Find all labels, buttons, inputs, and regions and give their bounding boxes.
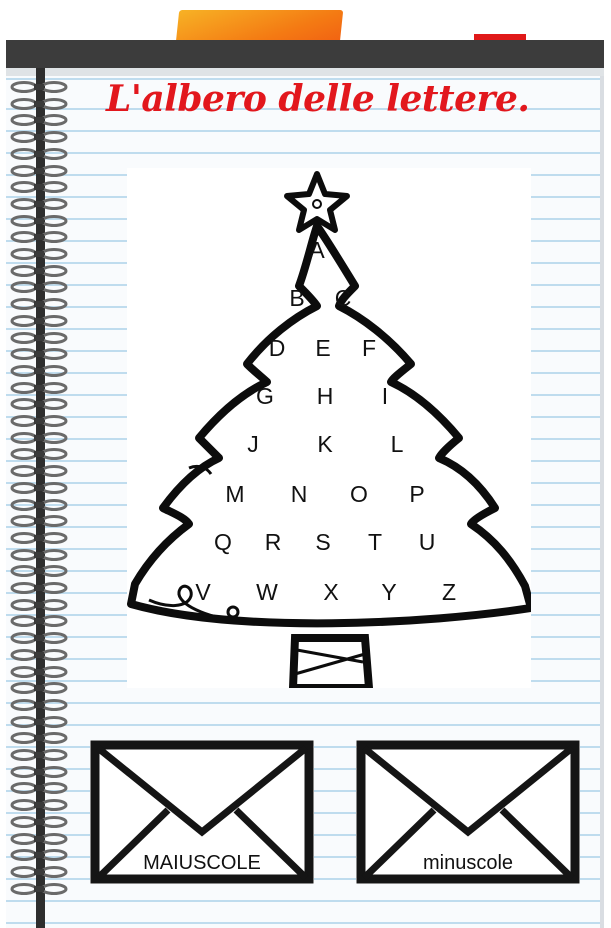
tree-letter-o[interactable]: O	[350, 481, 368, 507]
spiral-ring	[8, 214, 70, 226]
spiral-ring	[8, 832, 70, 844]
tree-letter-t[interactable]: T	[367, 529, 383, 555]
spiral-ring	[8, 548, 70, 560]
spiral-ring	[8, 414, 70, 426]
spiral-ring	[8, 364, 70, 376]
spiral-ring	[8, 715, 70, 727]
spiral-ring	[8, 381, 70, 393]
spiral-ring	[8, 331, 70, 343]
tree-letter-r[interactable]: R	[264, 529, 282, 555]
spiral-ring	[8, 197, 70, 209]
tree-letter-f[interactable]: F	[361, 335, 377, 361]
spiral-ring	[8, 147, 70, 159]
tree-letter-h[interactable]: H	[316, 383, 334, 409]
star-icon	[287, 174, 347, 230]
spiral-ring	[8, 848, 70, 860]
envelope-label-lowercase	[356, 852, 580, 875]
tree-letter-j[interactable]: J	[247, 431, 259, 457]
tree-letter-c[interactable]: C	[334, 285, 352, 311]
spiral-ring	[8, 230, 70, 242]
tree-letter-p[interactable]: P	[409, 481, 425, 507]
tree-letter-i[interactable]: I	[381, 383, 389, 409]
envelope-lowercase[interactable]	[356, 740, 580, 884]
spiral-ring	[8, 781, 70, 793]
spiral-ring	[8, 130, 70, 142]
spiral-ring	[8, 631, 70, 643]
tree-letter-u[interactable]: U	[418, 529, 436, 555]
spiral-ring	[8, 180, 70, 192]
spiral-ring	[8, 280, 70, 292]
christmas-tree	[127, 168, 531, 688]
spiral-ring	[8, 314, 70, 326]
spiral-binding	[8, 80, 78, 910]
spiral-ring	[8, 815, 70, 827]
spiral-ring	[8, 397, 70, 409]
envelope-label-text: MAIUSCOLE	[139, 852, 265, 874]
spiral-ring	[8, 648, 70, 660]
tree-letter-x[interactable]: X	[323, 579, 339, 605]
spiral-ring	[8, 447, 70, 459]
tree-letter-g[interactable]: G	[256, 383, 274, 409]
tree-letter-z[interactable]: Z	[441, 579, 457, 605]
spiral-ring	[8, 247, 70, 259]
tree-letter-n[interactable]: N	[290, 481, 308, 507]
tree-letter-e[interactable]: E	[315, 335, 331, 361]
spiral-ring	[8, 865, 70, 877]
spiral-ring	[8, 481, 70, 493]
spiral-ring	[8, 681, 70, 693]
spiral-ring	[8, 798, 70, 810]
spiral-ring	[8, 464, 70, 476]
tree-letter-k[interactable]: K	[317, 431, 333, 457]
tree-letter-a[interactable]: A	[309, 237, 325, 263]
tree-outline	[131, 226, 531, 623]
spiral-ring	[8, 297, 70, 309]
spiral-ring	[8, 347, 70, 359]
tree-letter-w[interactable]: W	[256, 579, 278, 605]
tree-letter-s[interactable]: S	[315, 529, 331, 555]
spiral-ring	[8, 598, 70, 610]
tree-letter-y[interactable]: Y	[381, 579, 397, 605]
spiral-ring	[8, 765, 70, 777]
spiral-ring	[8, 164, 70, 176]
spiral-ring	[8, 698, 70, 710]
tree-letter-q[interactable]: Q	[214, 529, 232, 555]
notebook-top-strip	[6, 68, 604, 76]
page-title: L'albero delle lettere.	[106, 78, 530, 120]
envelope-label-uppercase	[90, 852, 314, 875]
spiral-ring	[8, 614, 70, 626]
envelope-uppercase[interactable]	[90, 740, 314, 884]
spiral-ring	[8, 748, 70, 760]
tree-letter-d[interactable]: D	[268, 335, 286, 361]
spiral-ring	[8, 531, 70, 543]
notebook-top-bar	[6, 40, 604, 68]
spiral-ring	[8, 80, 70, 92]
tree-letter-l[interactable]: L	[390, 431, 404, 457]
spiral-ring	[8, 665, 70, 677]
spiral-ring	[8, 564, 70, 576]
spiral-ring	[8, 498, 70, 510]
spiral-ring	[8, 882, 70, 894]
spiral-ring	[8, 581, 70, 593]
ornament-icon	[228, 607, 238, 617]
spiral-ring	[8, 97, 70, 109]
envelope-label-text: minuscole	[419, 852, 517, 874]
tree-letter-b[interactable]: B	[289, 285, 305, 311]
tree-letter-v[interactable]: V	[195, 579, 211, 605]
christmas-tree-card	[127, 168, 531, 688]
spiral-ring	[8, 113, 70, 125]
spiral-ring	[8, 431, 70, 443]
spiral-ring	[8, 264, 70, 276]
spiral-ring	[8, 514, 70, 526]
tree-letter-m[interactable]: M	[225, 481, 245, 507]
spiral-ring	[8, 731, 70, 743]
